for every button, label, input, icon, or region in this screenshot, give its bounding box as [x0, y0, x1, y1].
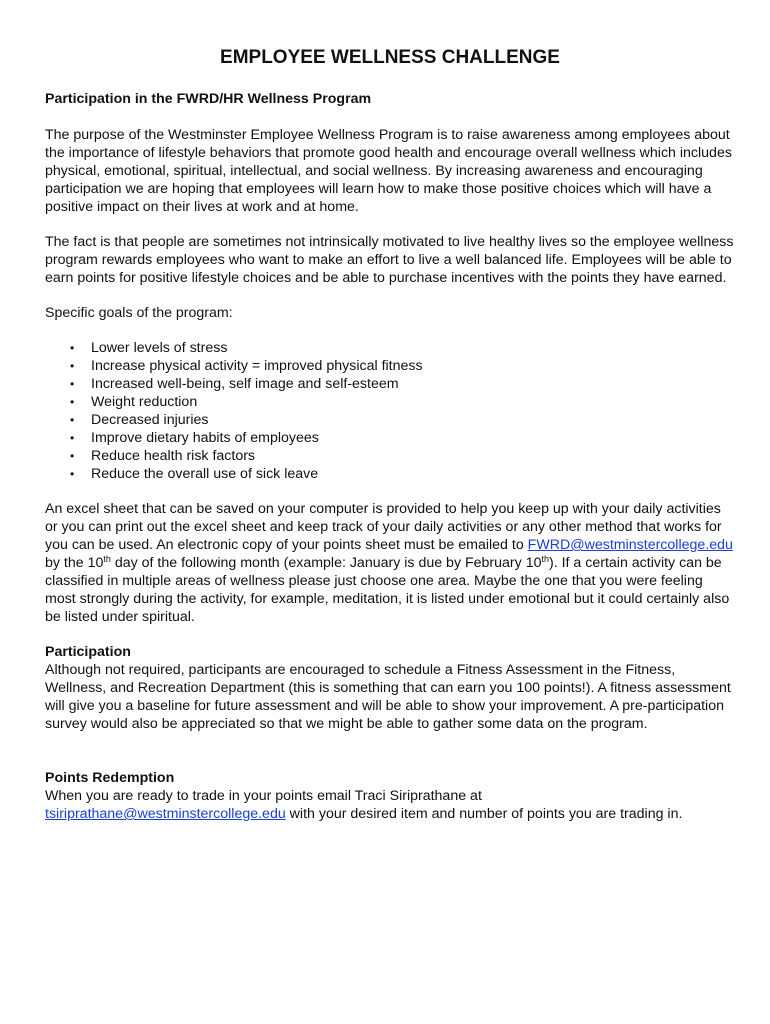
- redemption-line-1: When you are ready to trade in your points email Traci Siriprathane at: [45, 788, 482, 804]
- list-item: [70, 447, 735, 465]
- excel-paragraph: [45, 500, 735, 626]
- document-page: [45, 46, 735, 823]
- excel-text-1: An excel sheet that can be saved on your computer is provided to help you keep up with your daily activities or you can print out the excel sheet and keep track of your daily activities or any other method that works for you can be used. An electronic copy of your points sheet must be emailed to: [45, 501, 722, 553]
- goal-text: Reduce health risk factors: [91, 448, 256, 464]
- goal-text: Increased well-being, self image and self-esteem: [91, 376, 399, 392]
- bullet-icon: •: [70, 467, 75, 481]
- participation-heading: Participation: [45, 644, 131, 660]
- fwrd-email-link[interactable]: FWRD@westminstercollege.edu: [527, 537, 733, 553]
- list-item: [70, 465, 735, 483]
- redemption-heading: Points Redemption: [45, 770, 175, 786]
- goals-list: [45, 339, 735, 483]
- goal-text: Weight reduction: [91, 394, 198, 410]
- bullet-icon: •: [70, 449, 75, 463]
- goal-text: Increase physical activity = improved physical fitness: [91, 358, 423, 374]
- list-item: [70, 375, 735, 393]
- traci-email-link[interactable]: tsiriprathane@westminstercollege.edu: [45, 806, 286, 822]
- intro-paragraph: The purpose of the Westminster Employee Wellness Program is to raise awareness among employees about the importance of lifestyle behaviors that promote good health and encourage overall wellness which includes physical, emotional, spiritual, intellectual, and social wellness. By increasing awareness and encouraging participation we are hoping that employees will learn how to make those positive choices which will have a positive impact on their lives at work and at home.: [45, 127, 732, 215]
- participation-body: Although not required, participants are encouraged to schedule a Fitness Assessment in the Fitness, Wellness, and Recreation Department (this is something that can earn you 100 points!). A fitness assessment will give you a baseline for future assessment and will be able to show your improvement. A pre-participation survey would also be appreciated so that we might be able to gather some data on the program.: [45, 662, 731, 732]
- list-item: [70, 339, 735, 357]
- bullet-icon: •: [70, 431, 75, 445]
- motivation-paragraph: The fact is that people are sometimes not intrinsically motivated to live healthy lives so the employee wellness program rewards employees who want to make an effort to live a well balanced life. Employees will be able to earn points for positive lifestyle choices and be able to purchase incentives with the points they have earned.: [45, 234, 734, 286]
- bullet-icon: •: [70, 377, 75, 391]
- bullet-icon: •: [70, 359, 75, 373]
- goal-text: Lower levels of stress: [91, 340, 228, 356]
- redemption-line-2: [45, 805, 735, 823]
- ordinal-suffix: th: [103, 554, 111, 564]
- redemption-text: with your desired item and number of points you are trading in.: [285, 806, 683, 822]
- bullet-icon: •: [70, 413, 75, 427]
- list-item: [70, 429, 735, 447]
- bullet-icon: •: [70, 395, 75, 409]
- document-title: EMPLOYEE WELLNESS CHALLENGE: [220, 47, 560, 68]
- list-item: [70, 393, 735, 411]
- goal-text: Decreased injuries: [91, 412, 209, 428]
- ordinal-suffix: th: [541, 554, 549, 564]
- goal-text: Improve dietary habits of employees: [91, 430, 319, 446]
- excel-text-2: by the 10: [45, 555, 104, 571]
- goals-intro: Specific goals of the program:: [45, 305, 233, 321]
- list-item: [70, 411, 735, 429]
- bullet-icon: •: [70, 341, 75, 355]
- list-item: [70, 357, 735, 375]
- excel-text-3: day of the following month (example: January is due by February 10: [110, 555, 542, 571]
- goal-text: Reduce the overall use of sick leave: [91, 466, 319, 482]
- excel-text-4: ). If a certain activity can be classified in multiple areas of wellness please just choose one area. Maybe the one that you were feeling most strongly during the activity, for example, meditation, it is listed under emotional but it could certainly also be listed under spiritual.: [45, 555, 730, 625]
- program-subtitle: Participation in the FWRD/HR Wellness Program: [45, 91, 372, 107]
